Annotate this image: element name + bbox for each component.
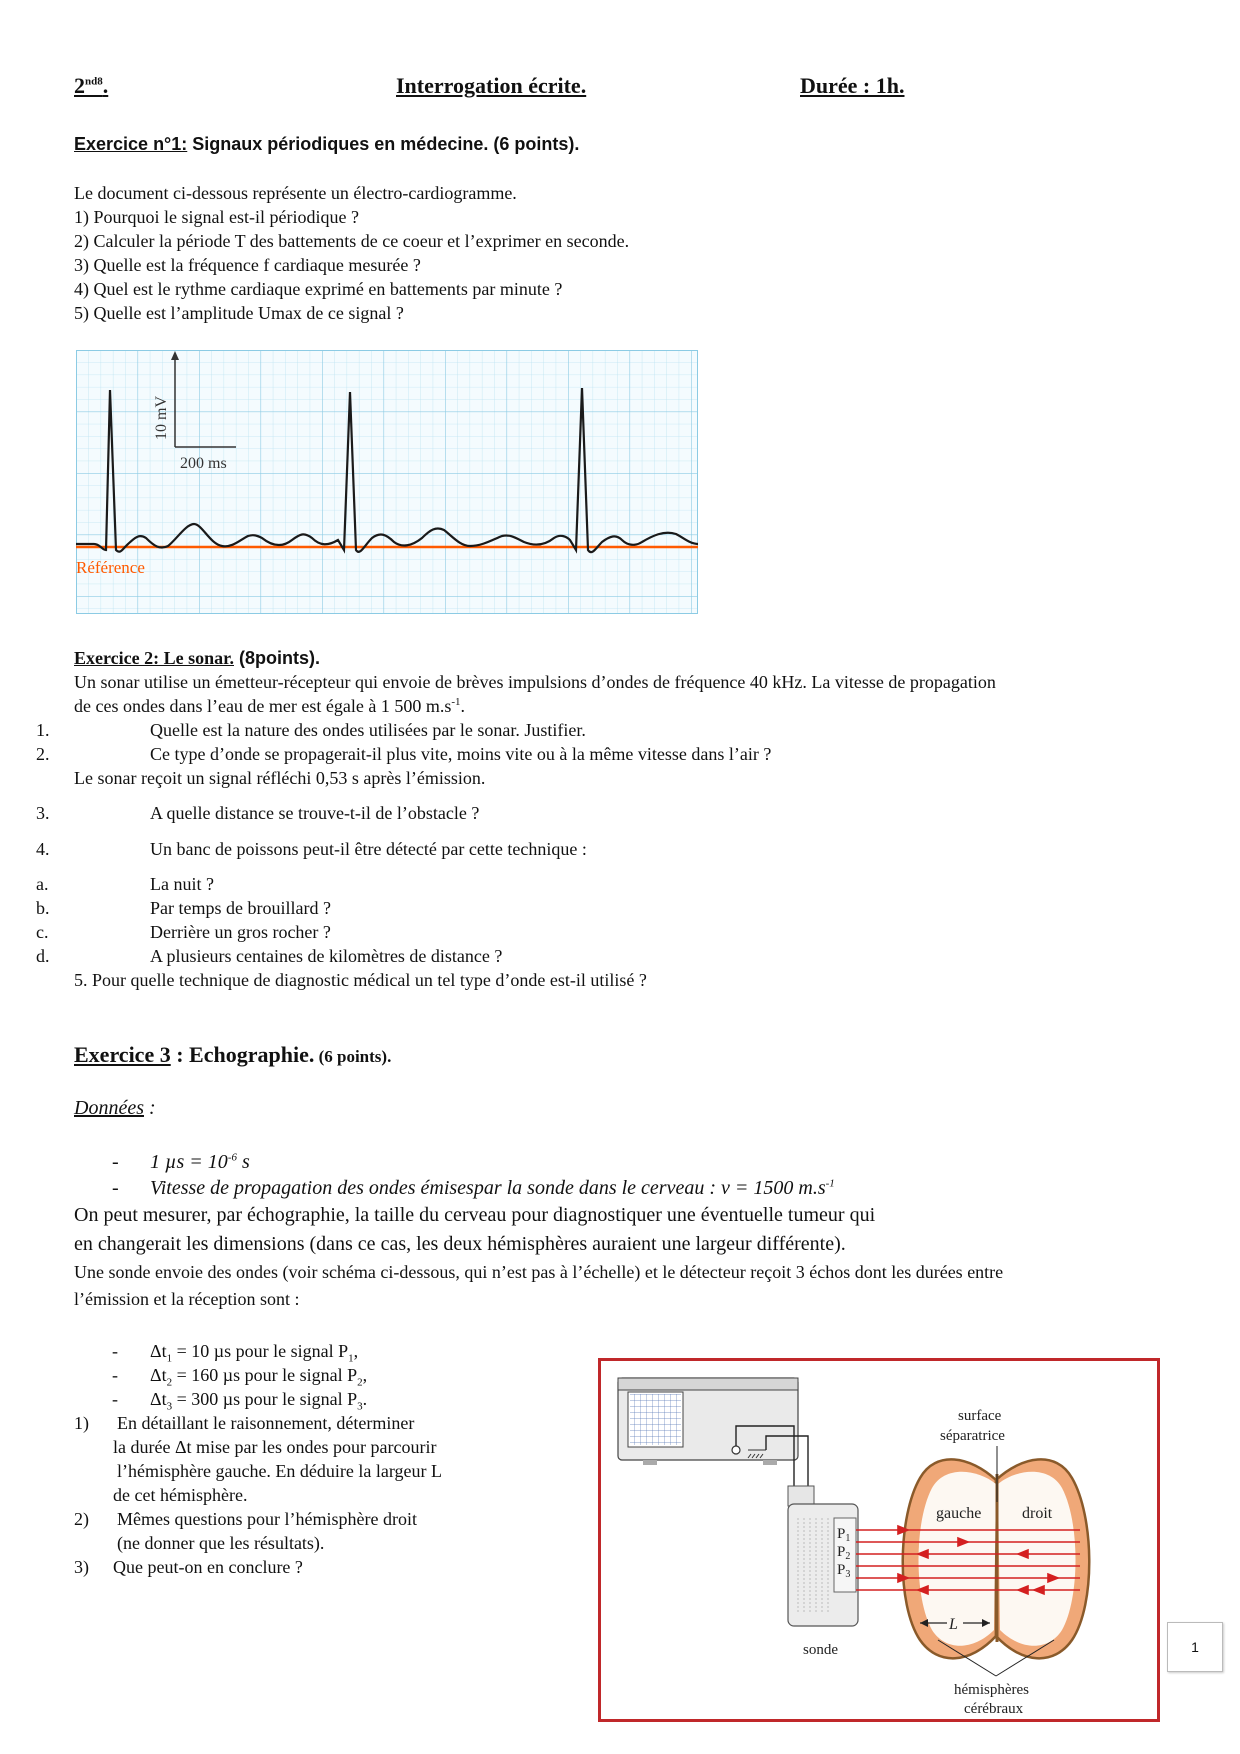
ex1-question-3: 3) Quelle est la fréquence f cardiaque mesurée ? bbox=[74, 255, 421, 275]
ex2-intro-line-2: de ces ondes dans l’eau de mer est égale à 1 500 $m.s^{-1}$. bbox=[74, 696, 466, 716]
ex3-question-1-line-3: l’hémisphère gauche. En déduire la largeur L bbox=[117, 1461, 443, 1481]
ex3-data-1-bullet: - bbox=[112, 1151, 119, 1173]
exercise-2-title: Exercice 2: Le sonar. (8points). bbox=[74, 648, 320, 668]
right-hemisphere-inner bbox=[998, 1472, 1076, 1646]
ex2-question-2: Ce type d’onde se propagerait-il plus vite, moins vite ou à la même vitesse dans l’air ? bbox=[150, 744, 772, 764]
ex3-paragraph-line-4: l’émission et la réception sont : bbox=[74, 1289, 300, 1309]
ex1-question-5: 5) Quelle est l’amplitude Umax de ce signal ? bbox=[74, 303, 404, 323]
oscilloscope-input-connector bbox=[732, 1446, 740, 1454]
ex2-question-c-letter: c. bbox=[36, 922, 49, 942]
ecg-grid bbox=[76, 350, 698, 614]
ex3-data-2: Vitesse de propagation des ondes émisespar la sonde dans le cerveau : v = 1500 $m.s^{-1}$ bbox=[150, 1177, 835, 1199]
ex2-signal-info: Le sonar reçoit un signal réfléchi 0,53 s après l’émission. bbox=[74, 768, 486, 788]
oscilloscope-top bbox=[618, 1378, 798, 1390]
ex3-data-1: 1 $\mu s = 10^{-6}$ s bbox=[150, 1151, 250, 1173]
ex2-question-4: Un banc de poissons peut-il être détecté par cette technique : bbox=[150, 839, 587, 859]
ex2-question-a-letter: a. bbox=[36, 874, 49, 894]
ex1-intro: Le document ci-dessous représente un électro-cardiogramme. bbox=[74, 183, 517, 203]
ex3-question-3-number: 3) bbox=[74, 1557, 89, 1577]
ecg-scale-voltage-label: 10 mV bbox=[153, 396, 170, 440]
probe-label-p2: $P_2$ bbox=[837, 1544, 851, 1562]
separating-surface-label-1: surface bbox=[958, 1408, 1002, 1424]
ex1-question-2: 2) Calculer la période T des battements de ce coeur et l’exprimer en seconde. bbox=[74, 231, 630, 251]
probe-caption: sonde bbox=[803, 1642, 838, 1658]
ex2-question-3-number: 3. bbox=[36, 803, 50, 823]
ex1-question-4: 4) Quel est le rythme cardiaque exprimé en battements par minute ? bbox=[74, 279, 563, 299]
ex3-paragraph-line-3: Une sonde envoie des ondes (voir schéma ci-dessous, qui n’est pas à l’échelle) et le détecteur reçoit 3 échos dont les durées entre bbox=[74, 1262, 1004, 1282]
ex3-data-2-bullet: - bbox=[112, 1177, 119, 1199]
ecg-scale-time-label: 200 ms bbox=[180, 455, 227, 472]
ex3-question-3-line-1: Que peut-on en conclure ? bbox=[113, 1557, 303, 1577]
exercise-1-title: Exercice n°1: Signaux périodiques en médecine. (6 points). bbox=[74, 134, 580, 154]
ex3-delay-3-bullet: - bbox=[112, 1389, 118, 1409]
echography-diagram bbox=[598, 1358, 1160, 1722]
oscilloscope-foot-right bbox=[763, 1460, 777, 1465]
ex2-question-5: 5. Pour quelle technique de diagnostic médical un tel type d’onde est-il utilisé ? bbox=[74, 970, 647, 990]
duration: Durée : 1h. bbox=[800, 73, 905, 98]
exercise-3-title: Exercice 3 : Echographie. (6 points). bbox=[74, 1042, 392, 1067]
hemispheres-label-2: cérébraux bbox=[964, 1701, 1024, 1717]
ex3-question-1-line-4: de cet hémisphère. bbox=[113, 1485, 248, 1505]
separating-surface-label-2: séparatrice bbox=[940, 1428, 1005, 1444]
ex3-paragraph-line-2: en changerait les dimensions (dans ce cas, les deux hémisphères auraient une largeur différente). bbox=[74, 1233, 846, 1255]
page-title: Interrogation écrite. bbox=[396, 73, 587, 98]
ex2-intro-line-1: Un sonar utilise un émetteur-récepteur qui envoie de brèves impulsions d’ondes de fréquence 40 kHz. La vitesse de propagation bbox=[74, 672, 996, 692]
length-label: L bbox=[949, 1616, 958, 1633]
ex3-delay-3: $\Delta t_3 = 300$ µs pour le signal $P_3$. bbox=[150, 1389, 368, 1413]
ex2-question-2-number: 2. bbox=[36, 744, 50, 764]
class-label: $2^{nd8}$. bbox=[74, 73, 109, 98]
ex2-question-b-letter: b. bbox=[36, 898, 50, 918]
probe-cap bbox=[788, 1486, 814, 1506]
ex2-question-d-letter: d. bbox=[36, 946, 50, 966]
ex2-question-1: Quelle est la nature des ondes utilisées par le sonar. Justifier. bbox=[150, 720, 586, 740]
ex3-paragraph-line-1: On peut mesurer, par échographie, la taille du cerveau pour diagnostiquer une éventuelle tumeur qui bbox=[74, 1204, 876, 1226]
ex2-question-4-number: 4. bbox=[36, 839, 50, 859]
probe-label-p3: $P_3$ bbox=[837, 1562, 851, 1580]
ecg-reference-label: Référence bbox=[76, 558, 145, 577]
right-hemisphere-label: droit bbox=[1022, 1505, 1053, 1522]
ecg-figure bbox=[76, 350, 698, 614]
ex2-question-3: A quelle distance se trouve-t-il de l’obstacle ? bbox=[150, 803, 480, 823]
ex3-delay-1: $\Delta t_1 = 10$ µs pour le signal $P_1$, bbox=[150, 1341, 359, 1365]
page-number: 1 bbox=[1167, 1622, 1223, 1672]
ex2-question-d: A plusieurs centaines de kilomètres de distance ? bbox=[150, 946, 503, 966]
ex3-delay-1-bullet: - bbox=[112, 1341, 118, 1361]
oscilloscope-screen-grid bbox=[630, 1394, 681, 1445]
ex3-question-1-number: 1) bbox=[74, 1413, 89, 1433]
ex3-delay-2: $\Delta t_2 = 160$ µs pour le signal $P_2$, bbox=[150, 1365, 368, 1389]
left-hemisphere-label: gauche bbox=[936, 1505, 982, 1522]
probe-label-p1: $P_1$ bbox=[837, 1526, 851, 1544]
ex2-question-a: La nuit ? bbox=[150, 874, 214, 894]
ex3-question-2-line-1: Mêmes questions pour l’hémisphère droit bbox=[117, 1509, 417, 1529]
hemispheres-label-1: hémisphères bbox=[954, 1682, 1029, 1698]
ex2-question-1-number: 1. bbox=[36, 720, 50, 740]
ex3-question-1-line-1: En détaillant le raisonnement, déterminer bbox=[117, 1413, 415, 1433]
ex3-delay-2-bullet: - bbox=[112, 1365, 118, 1385]
ex3-question-2-number: 2) bbox=[74, 1509, 89, 1529]
ex1-question-1: 1) Pourquoi le signal est-il périodique ? bbox=[74, 207, 359, 227]
ex3-question-2-line-2: (ne donner que les résultats). bbox=[117, 1533, 325, 1553]
ex3-question-1-line-2: la durée Δt mise par les ondes pour parcourir bbox=[113, 1437, 437, 1457]
ex2-question-c: Derrière un gros rocher ? bbox=[150, 922, 331, 942]
ex2-question-b: Par temps de brouillard ? bbox=[150, 898, 331, 918]
ex3-data-heading: Données : bbox=[74, 1097, 156, 1119]
oscilloscope-foot-left bbox=[643, 1460, 657, 1465]
